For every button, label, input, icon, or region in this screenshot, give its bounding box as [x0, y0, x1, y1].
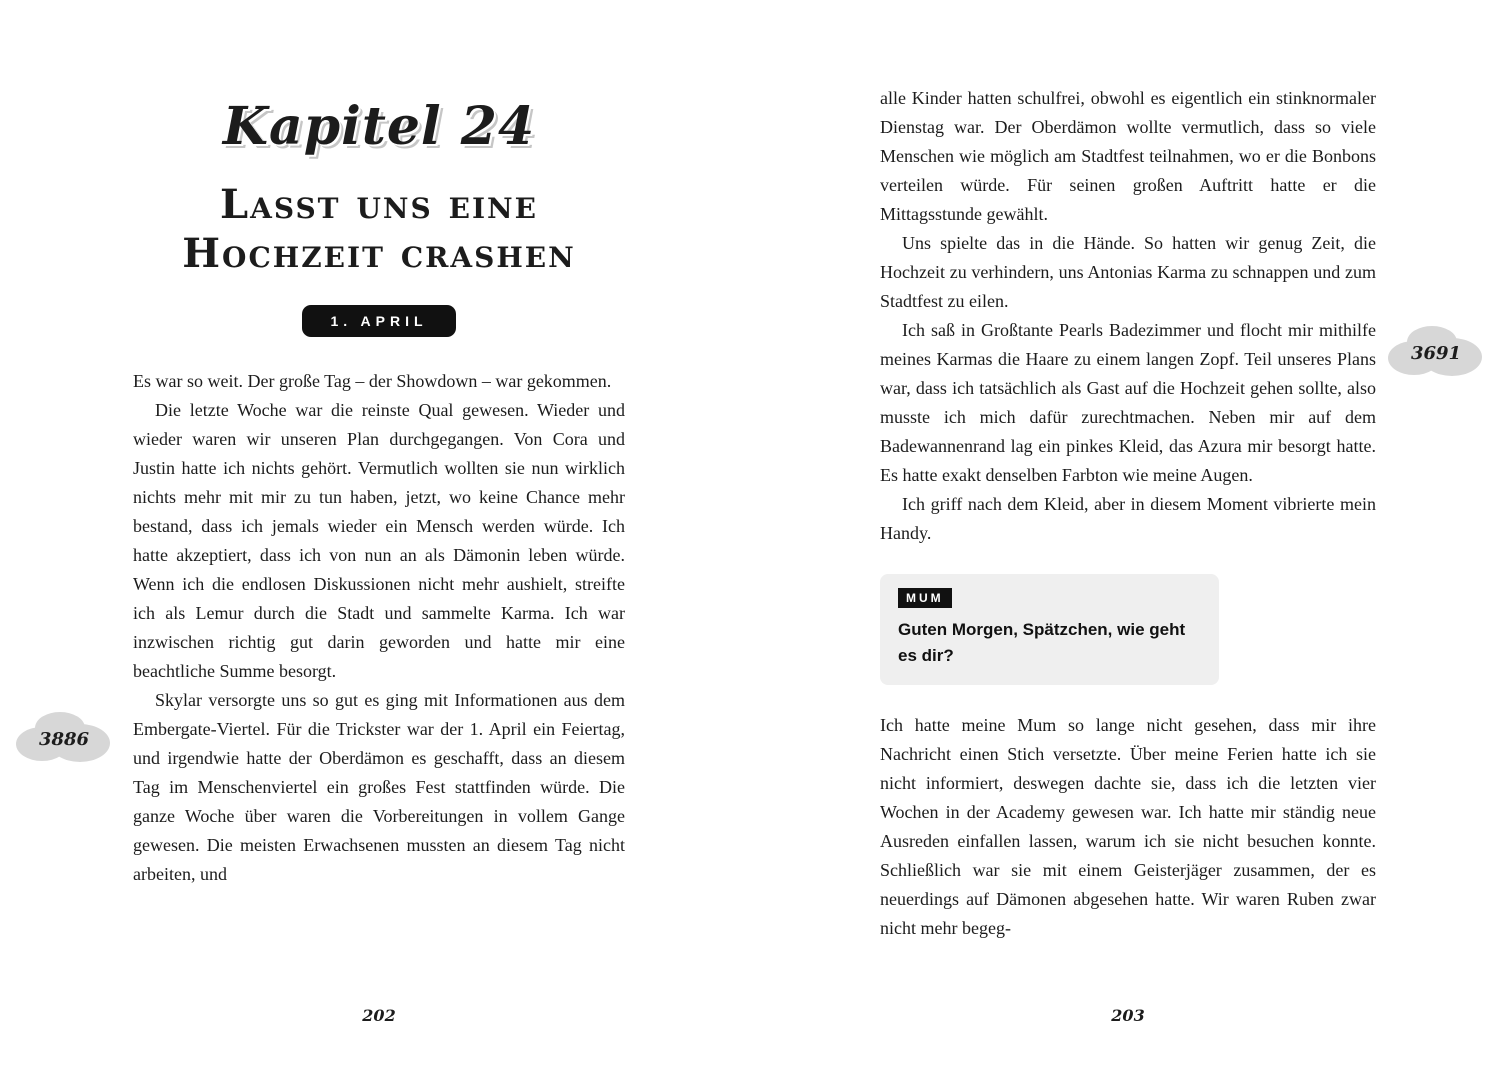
chapter-number-heading: Kapitel 24 [222, 96, 536, 157]
text-message-box [880, 574, 1219, 685]
chapter-title [133, 181, 625, 279]
chapter-title-line1: Lasst uns eine [220, 181, 538, 228]
paragraph: alle Kinder hatten schulfrei, obwohl es eigentlich ein stinknormaler Dienstag war. Der Oberdämon wollte vermutlich, dass so viele Menschen wie möglich am Stadtfest teilnahmen, wo er die Bonbons verteilen würde. Für seinen großen Auftritt hatte er die Mittagsstunde gewählt. [880, 88, 1376, 224]
paragraph: Skylar versorgte uns so gut es ging mit Informationen aus dem Embergate-Viertel. Für die Trickster war der 1. April ein Feiertag, und irgendwie hatte der Oberdämon es geschafft, dass an diesem Tag im Menschenviertel ein großes Fest stattfinden würde. Die ganze Woche über waren die Vorbereitungen in vollem Gange gewesen. Die meisten Erwachsenen mussten an diesem Tag nicht arbeiten, und [133, 689, 625, 884]
karma-count: 3691 [1410, 342, 1462, 364]
right-page-body-top [880, 84, 1376, 548]
left-page [133, 96, 625, 889]
right-page [880, 84, 1376, 943]
date-badge-row [133, 305, 625, 337]
chapter-title-line2: Hochzeit crashen [182, 229, 576, 277]
paragraph: Es war so weit. Der große Tag – der Showdown – war gekommen. [133, 370, 612, 391]
paragraph: Die letzte Woche war die reinste Qual gewesen. Wieder und wieder waren wir unseren Plan durchgegangen. Von Cora und Justin hatte ich nichts gehört. Vermutlich wollten sie nun wirklich nichts mehr mit mir zu tun haben, jetzt, wo keine Chance mehr bestand, dass ich jemals wieder ein Mensch werden würde. Ich hatte akzeptiert, dass ich von nun an als Dämonin leben würde. Wenn ich die endlosen Diskussionen nicht mehr aushielt, streifte ich als Lemur durch die Stadt und sammelte Karma. Ich war inzwischen richtig gut darin geworden und hatte mir eine beachtliche Summe besorgt. [133, 399, 625, 681]
karma-cloud-right [1386, 320, 1486, 378]
page-number-left: 202 [362, 1006, 396, 1025]
message-text: Guten Morgen, Spätzchen, wie geht es dir? [898, 620, 1186, 665]
paragraph: Ich saß in Großtante Pearls Badezimmer und flocht mir mithilfe meines Karmas die Haare zu einem langen Zopf. Teil unseres Plans war, dass ich tatsächlich als Gast auf die Hochzeit gehen sollte, also musste ich mich dafür zurechtmachen. Neben mir auf dem Badewannenrand lag ein pinkes Kleid, das Azura mir besorgt hatte. Es hatte exakt denselben Farbton wie meine Augen. [880, 320, 1376, 485]
karma-cloud-left [14, 706, 114, 764]
karma-count: 3886 [38, 728, 90, 750]
date-badge: 1. APRIL [302, 305, 455, 337]
paragraph: Uns spielte das in die Hände. So hatten wir genug Zeit, die Hochzeit zu verhindern, uns Antonias Karma zu schnappen und zum Stadtfest zu eilen. [880, 233, 1376, 311]
page-number-right: 203 [1111, 1006, 1145, 1025]
left-page-body [133, 367, 625, 889]
message-sender-badge: MUM [898, 588, 952, 608]
paragraph: Ich griff nach dem Kleid, aber in diesem Moment vibrierte mein Handy. [880, 494, 1376, 543]
right-page-body-bottom [880, 711, 1376, 943]
paragraph: Ich hatte meine Mum so lange nicht gesehen, dass mir ihre Nachricht einen Stich versetzte. Über meine Ferien hatte ich sie nicht informiert, deswegen dachte sie, dass ich die letzten vier Wochen in der Academy gewesen war. Ich hatte mir ständig neue Ausreden einfallen lassen, warum ich sie nicht besuchen konnte. Schließlich war sie mit einem Geisterjäger zusammen, der es neuerdings auf Dämonen abgesehen hatte. Wir waren Ruben zwar nicht mehr begeg- [880, 715, 1376, 938]
